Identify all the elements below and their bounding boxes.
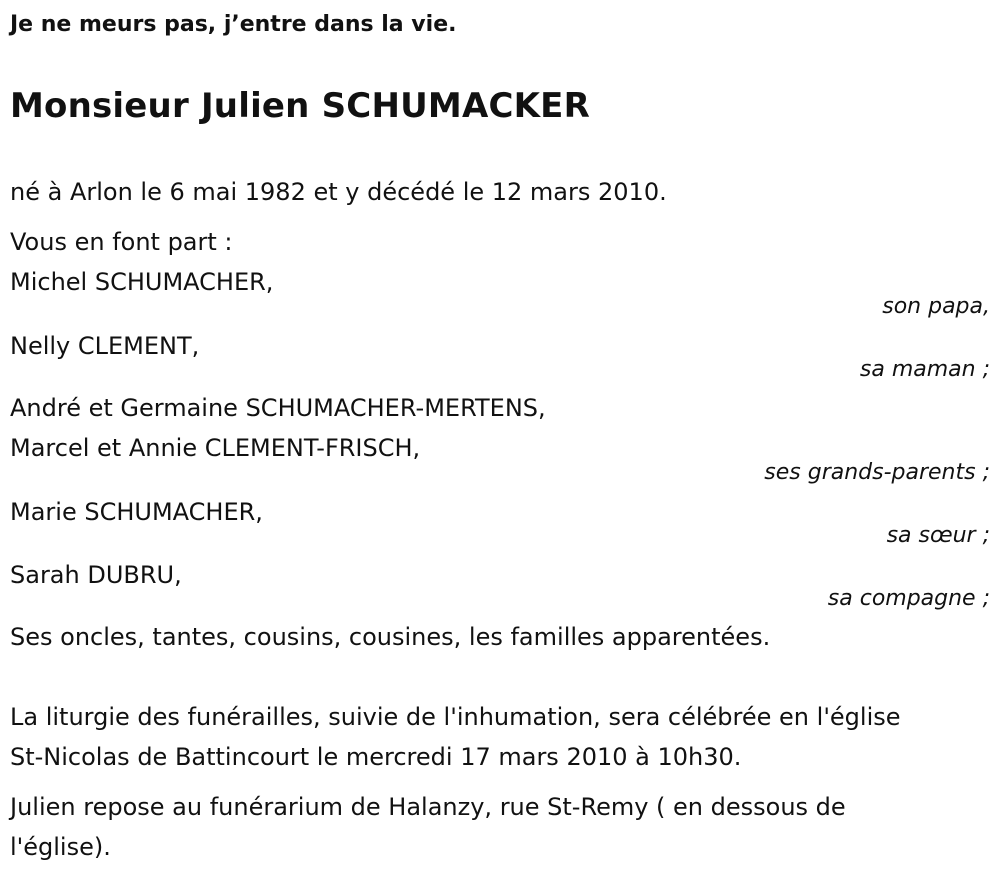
announcement-intro: Vous en font part : xyxy=(10,228,233,256)
funeral-details-line: St-Nicolas de Battincourt le mercredi 17 mars 2010 à 10h30. xyxy=(10,743,742,771)
deceased-name: Monsieur Julien SCHUMACKER xyxy=(10,86,590,126)
obituary-notice xyxy=(10,0,990,882)
family-relation: sa maman ; xyxy=(859,357,990,382)
resting-place-line: l'église). xyxy=(10,833,111,861)
family-member-name: Sarah DUBRU, xyxy=(10,561,182,589)
funeral-details-line: La liturgie des funérailles, suivie de l'inhumation, sera célébrée en l'église xyxy=(10,703,901,731)
family-member-name: André et Germaine SCHUMACHER-MERTENS, xyxy=(10,394,546,422)
extended-family: Ses oncles, tantes, cousins, cousines, les familles apparentées. xyxy=(10,623,771,651)
resting-place-line: Julien repose au funérarium de Halanzy, rue St-Remy ( en dessous de xyxy=(10,793,846,821)
family-relation: sa compagne ; xyxy=(827,586,990,611)
family-relation: ses grands-parents ; xyxy=(764,460,990,485)
family-member-name: Nelly CLEMENT, xyxy=(10,332,200,360)
birth-death-line: né à Arlon le 6 mai 1982 et y décédé le 12 mars 2010. xyxy=(10,178,667,206)
family-member-name: Marcel et Annie CLEMENT-FRISCH, xyxy=(10,434,421,462)
family-relation: sa sœur ; xyxy=(886,523,990,548)
family-member-name: Michel SCHUMACHER, xyxy=(10,268,274,296)
family-member-name: Marie SCHUMACHER, xyxy=(10,498,263,526)
motto: Je ne meurs pas, j’entre dans la vie. xyxy=(10,12,457,37)
family-relation: son papa, xyxy=(882,294,990,319)
